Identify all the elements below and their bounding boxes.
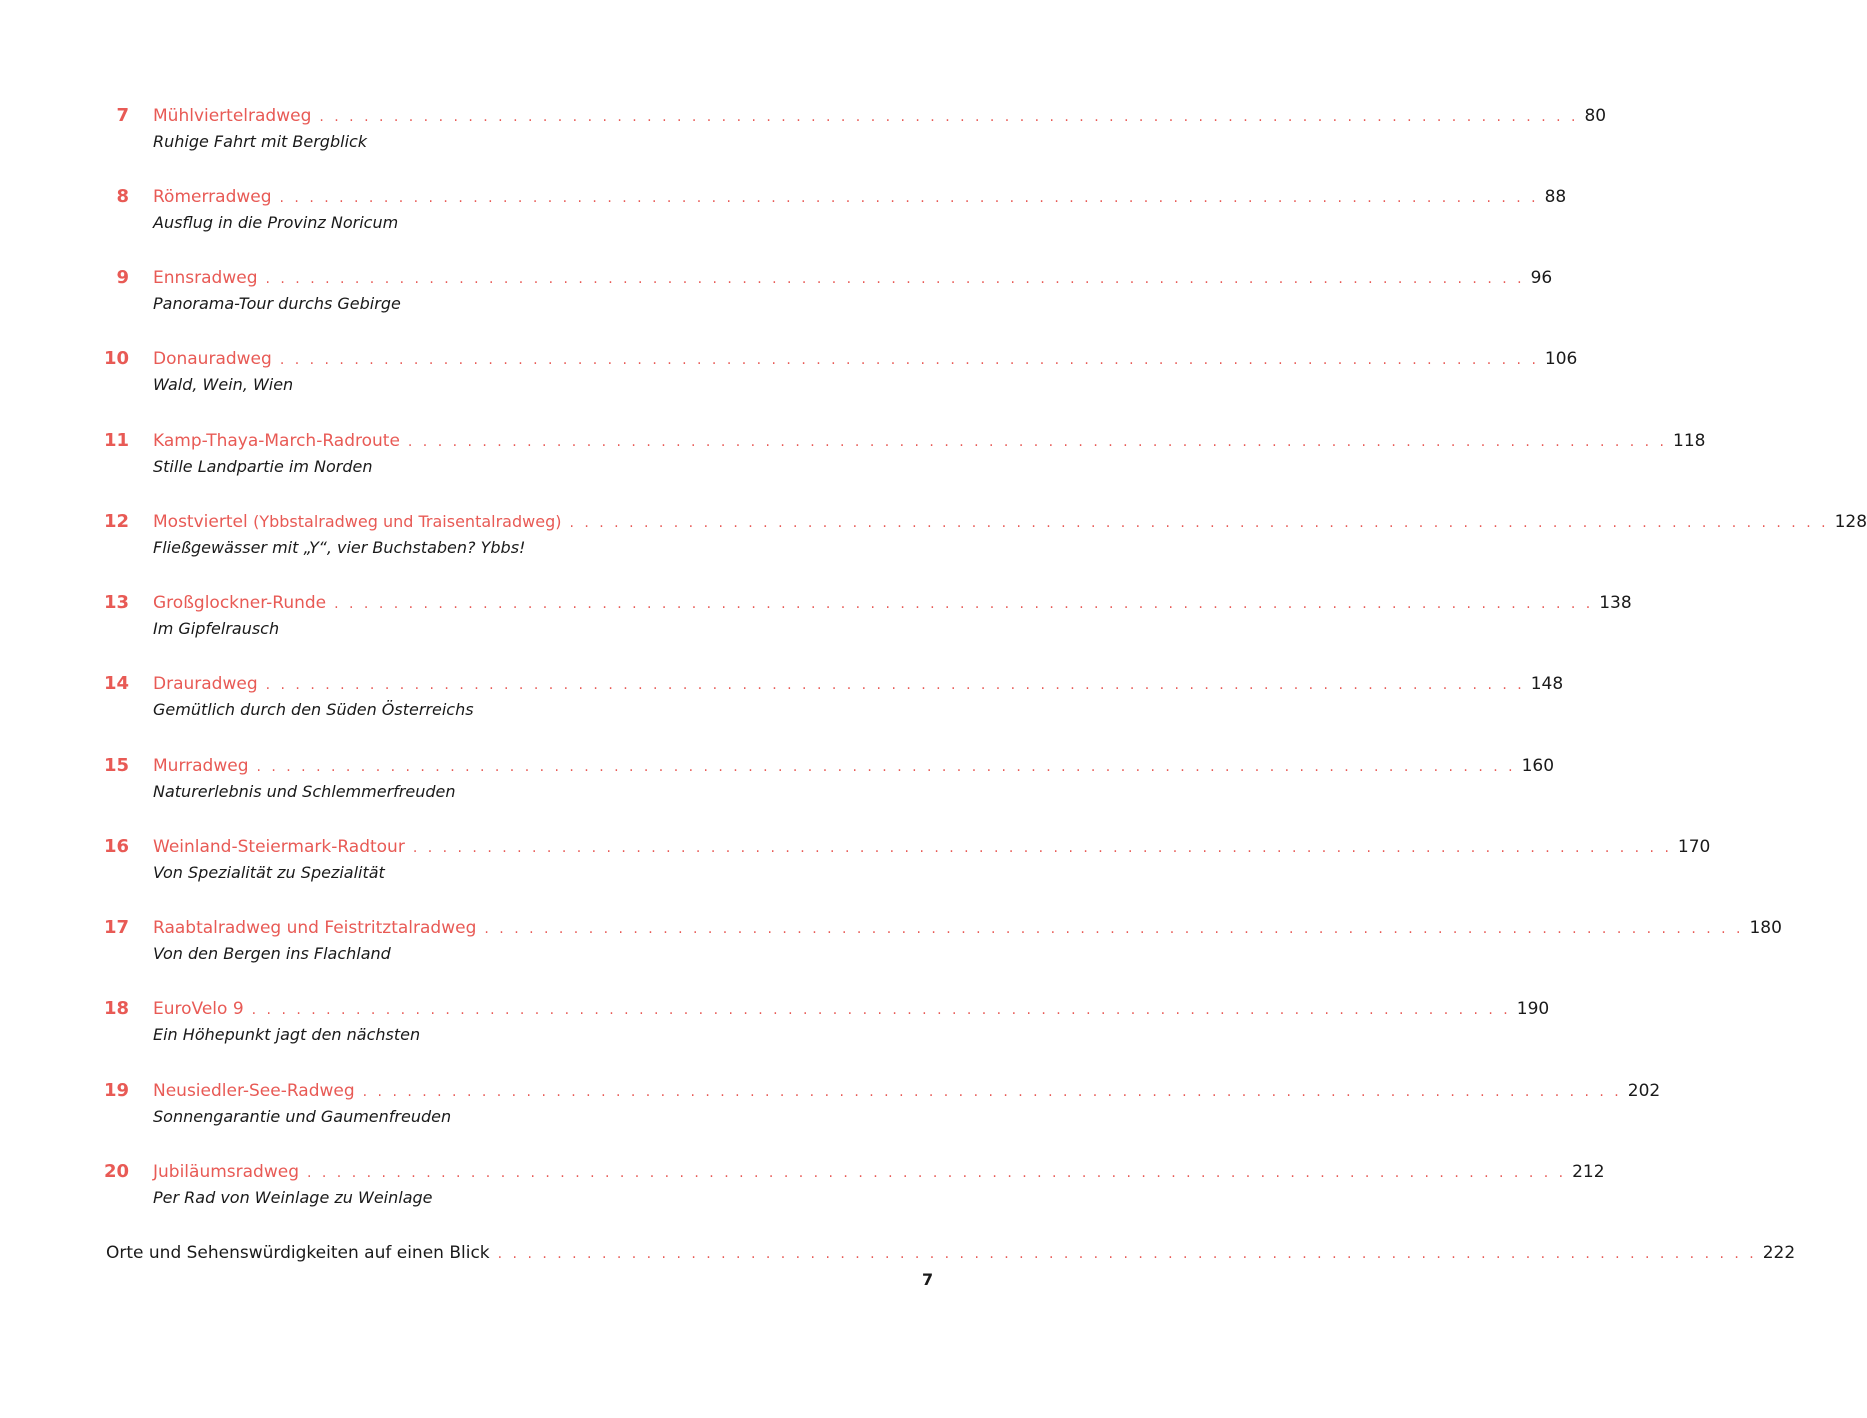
page-ref: 222	[1762, 1243, 1796, 1263]
toc-line	[153, 590, 1632, 616]
page-ref: 80	[1584, 106, 1607, 126]
chapter-subtitle: Ausflug in die Provinz Noricum	[153, 213, 399, 232]
page-ref: 138	[1599, 593, 1632, 613]
chapter-title[interactable]: Drauradweg	[153, 674, 258, 694]
dot-leader: . . . . . . . . . . . . . . . . . . . . . . . . . . . . . . . . . . . . . . . . . . . . . . . . . . . . . . . . . . . . . . . . . . . . . . . . . . . . . . . . . . . . .	[412, 840, 1672, 856]
page-ref: 180	[1749, 918, 1782, 938]
toc-entry[interactable]	[0, 509, 1867, 569]
chapter-number: 14	[103, 673, 129, 694]
dot-leader: . . . . . . . . . . . . . . . . . . . . . . . . . . . . . . . . . . . . . . . . . . . . . . . . . . . . . . . . . . . . . . . . . . . . . . . . . . . . . . . . . . . . .	[484, 921, 1744, 937]
dot-leader: . . . . . . . . . . . . . . . . . . . . . . . . . . . . . . . . . . . . . . . . . . . . . . . . . . . . . . . . . . . . . . . . . . . . . . . . . . . . . . . . . . . . .	[407, 434, 1667, 450]
page-ref: 88	[1544, 187, 1567, 207]
page-ref: 212	[1572, 1162, 1605, 1182]
toc-line	[153, 996, 1550, 1022]
chapter-title[interactable]: Mostviertel (Ybbstalradweg und Traisentalradweg)	[153, 512, 562, 532]
chapter-title[interactable]: Neusiedler-See-Radweg	[153, 1081, 355, 1101]
toc-entry[interactable]	[0, 671, 1564, 731]
chapter-number: 17	[103, 917, 129, 938]
toc-entry[interactable]	[0, 915, 1782, 975]
toc-entry-index[interactable]	[106, 1240, 1796, 1266]
page-ref: 190	[1516, 999, 1550, 1019]
toc-entry[interactable]	[0, 834, 1711, 894]
page-ref: 128	[1834, 512, 1867, 532]
chapter-subtitle: Wald, Wein, Wien	[153, 375, 294, 394]
toc-entry[interactable]	[0, 753, 1555, 813]
chapter-subtitle: Im Gipfelrausch	[153, 619, 280, 638]
dot-leader: . . . . . . . . . . . . . . . . . . . . . . . . . . . . . . . . . . . . . . . . . . . . . . . . . . . . . . . . . . . . . . . . . . . . . . . . . . . . . . . . . . . . .	[497, 1246, 1757, 1262]
page-ref: 118	[1673, 431, 1706, 451]
chapter-number: 16	[103, 836, 129, 857]
page-number: 7	[922, 1270, 934, 1289]
page-ref: 96	[1530, 268, 1553, 288]
chapter-number: 20	[103, 1161, 129, 1182]
dot-leader: . . . . . . . . . . . . . . . . . . . . . . . . . . . . . . . . . . . . . . . . . . . . . . . . . . . . . . . . . . . . . . . . . . . . . . . . . . . . . . . . . . . . .	[569, 515, 1829, 531]
chapter-number: 13	[103, 592, 129, 613]
toc-entry[interactable]	[0, 265, 1553, 325]
chapter-number: 15	[103, 755, 129, 776]
chapter-number: 7	[116, 105, 129, 126]
chapter-subtitle: Ein Höhepunkt jagt den nächsten	[153, 1025, 421, 1044]
chapter-title[interactable]: Murradweg	[153, 756, 249, 776]
chapter-subtitle: Ruhige Fahrt mit Bergblick	[153, 132, 368, 151]
chapter-title-extra: (Ybbstalradweg und Traisentalradweg)	[253, 512, 562, 531]
dot-leader: . . . . . . . . . . . . . . . . . . . . . . . . . . . . . . . . . . . . . . . . . . . . . . . . . . . . . . . . . . . . . . . . . . . . . . . . . . . . . . . . . . . . .	[362, 1084, 1622, 1100]
page-ref: 148	[1530, 674, 1564, 694]
chapter-number: 19	[103, 1080, 129, 1101]
page-ref: 160	[1521, 756, 1555, 776]
chapter-number: 8	[116, 186, 129, 207]
chapter-subtitle: Stille Landpartie im Norden	[153, 457, 373, 476]
page-ref: 202	[1627, 1081, 1661, 1101]
dot-leader: . . . . . . . . . . . . . . . . . . . . . . . . . . . . . . . . . . . . . . . . . . . . . . . . . . . . . . . . . . . . . . . . . . . . . . . . . . . . . . . . . . . . .	[265, 271, 1525, 287]
toc-line	[153, 1159, 1605, 1185]
dot-leader: . . . . . . . . . . . . . . . . . . . . . . . . . . . . . . . . . . . . . . . . . . . . . . . . . . . . . . . . . . . . . . . . . . . . . . . . . . . . . . . . . . . . .	[251, 1002, 1511, 1018]
chapter-number: 10	[103, 348, 129, 369]
toc-entry[interactable]	[0, 1078, 1661, 1138]
toc-line	[153, 103, 1607, 129]
toc-entry[interactable]	[0, 184, 1567, 244]
toc-entry[interactable]	[0, 346, 1578, 406]
chapter-title[interactable]: Raabtalradweg und Feistritztalradweg	[153, 918, 477, 938]
chapter-subtitle: Sonnengarantie und Gaumenfreuden	[153, 1107, 452, 1126]
chapter-title[interactable]: Jubiläumsradweg	[153, 1162, 299, 1182]
page-ref: 170	[1677, 837, 1711, 857]
chapter-subtitle: Gemütlich durch den Süden Österreichs	[153, 700, 474, 719]
dot-leader: . . . . . . . . . . . . . . . . . . . . . . . . . . . . . . . . . . . . . . . . . . . . . . . . . . . . . . . . . . . . . . . . . . . . . . . . . . . . . . . . . . . . .	[319, 109, 1579, 125]
dot-leader: . . . . . . . . . . . . . . . . . . . . . . . . . . . . . . . . . . . . . . . . . . . . . . . . . . . . . . . . . . . . . . . . . . . . . . . . . . . . . . . . . . . . .	[279, 352, 1539, 368]
page-ref: 106	[1544, 349, 1578, 369]
toc-line	[153, 753, 1555, 779]
index-title[interactable]: Orte und Sehenswürdigkeiten auf einen Blick	[106, 1243, 490, 1263]
toc-line	[153, 184, 1567, 210]
chapter-title[interactable]: Ennsradweg	[153, 268, 258, 288]
toc-line	[153, 509, 1867, 535]
chapter-subtitle: Von Spezialität zu Spezialität	[153, 863, 385, 882]
toc-line	[153, 346, 1578, 372]
chapter-number: 12	[103, 511, 129, 532]
toc-entry[interactable]	[0, 1159, 1605, 1219]
toc-line	[153, 1078, 1661, 1104]
chapter-title[interactable]: Donauradweg	[153, 349, 272, 369]
chapter-number: 9	[116, 267, 129, 288]
dot-leader: . . . . . . . . . . . . . . . . . . . . . . . . . . . . . . . . . . . . . . . . . . . . . . . . . . . . . . . . . . . . . . . . . . . . . . . . . . . . . . . . . . . . .	[307, 1165, 1567, 1181]
chapter-title[interactable]: Kamp-Thaya-March-Radroute	[153, 431, 400, 451]
toc-line	[153, 834, 1711, 860]
chapter-subtitle: Per Rad von Weinlage zu Weinlage	[153, 1188, 433, 1207]
dot-leader: . . . . . . . . . . . . . . . . . . . . . . . . . . . . . . . . . . . . . . . . . . . . . . . . . . . . . . . . . . . . . . . . . . . . . . . . . . . . . . . . . . . . .	[265, 677, 1525, 693]
dot-leader: . . . . . . . . . . . . . . . . . . . . . . . . . . . . . . . . . . . . . . . . . . . . . . . . . . . . . . . . . . . . . . . . . . . . . . . . . . . . . . . . . . . . .	[334, 596, 1594, 612]
chapter-title[interactable]: Großglockner-Runde	[153, 593, 327, 613]
toc-entry[interactable]	[0, 428, 1706, 488]
chapter-subtitle: Fließgewässer mit „Y“, vier Buchstaben? Ybbs!	[153, 538, 526, 557]
toc-line	[153, 915, 1782, 941]
chapter-number: 18	[103, 998, 129, 1019]
toc-entry[interactable]	[0, 103, 1607, 163]
chapter-title[interactable]: Mühlviertelradweg	[153, 106, 312, 126]
dot-leader: . . . . . . . . . . . . . . . . . . . . . . . . . . . . . . . . . . . . . . . . . . . . . . . . . . . . . . . . . . . . . . . . . . . . . . . . . . . . . . . . . . . . .	[279, 190, 1539, 206]
chapter-title[interactable]: EuroVelo 9	[153, 999, 244, 1019]
toc-line	[153, 265, 1553, 291]
toc-line	[153, 428, 1706, 454]
chapter-subtitle: Naturerlebnis und Schlemmerfreuden	[153, 782, 456, 801]
chapter-title[interactable]: Römerradweg	[153, 187, 272, 207]
chapter-subtitle: Von den Bergen ins Flachland	[153, 944, 391, 963]
toc-entry[interactable]	[0, 996, 1550, 1056]
chapter-number: 11	[103, 430, 129, 451]
toc-line	[153, 671, 1564, 697]
chapter-subtitle: Panorama-Tour durchs Gebirge	[153, 294, 401, 313]
chapter-title[interactable]: Weinland-Steiermark-Radtour	[153, 837, 405, 857]
dot-leader: . . . . . . . . . . . . . . . . . . . . . . . . . . . . . . . . . . . . . . . . . . . . . . . . . . . . . . . . . . . . . . . . . . . . . . . . . . . . . . . . . . . . .	[256, 759, 1516, 775]
toc-entry[interactable]	[0, 590, 1632, 650]
